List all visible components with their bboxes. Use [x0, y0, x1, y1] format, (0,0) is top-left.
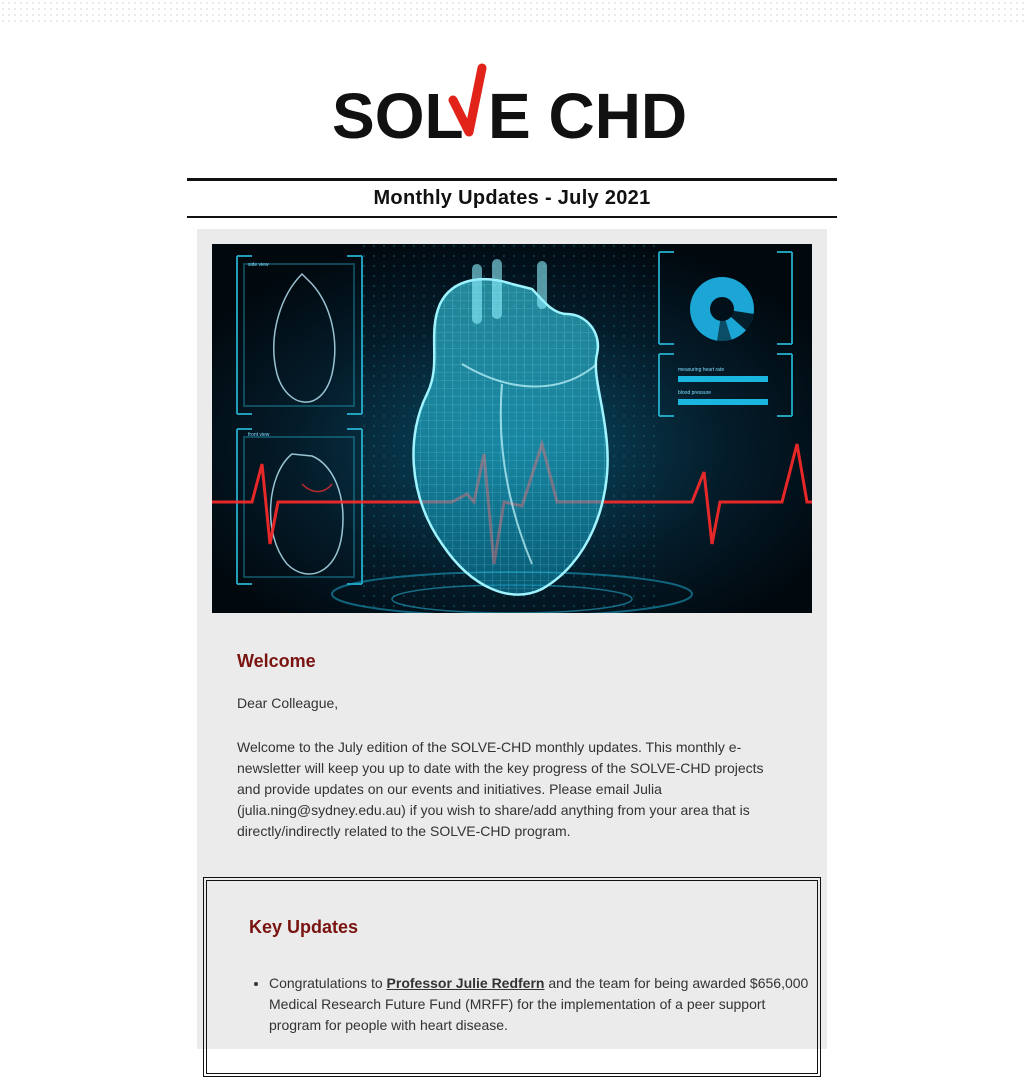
logo-text-right: E CHD — [488, 80, 688, 150]
top-pattern-strip — [0, 0, 1024, 22]
list-item — [269, 973, 817, 1036]
newsletter-header — [187, 178, 837, 218]
newsletter-title: Monthly Updates - July 2021 — [373, 187, 651, 209]
heart-illustration — [212, 244, 812, 613]
newsletter-content-panel — [197, 229, 827, 1049]
hud-label-side-view: side view — [248, 262, 269, 268]
hud-label-heart-rate: measuring heart rate — [678, 367, 725, 373]
solve-chd-logo-graphic — [332, 60, 692, 150]
welcome-body-text: Welcome to the July edition of the SOLVE-CHD monthly updates. This monthly e-newsletter will keep you up to date with the key progress of the SOLVE-CHD projects and provide updates on our events and initiatives. Please email Julia (julia.ning@sydney.edu.au) if you wish to share/add anything from your area that is directly/indirectly related to the SOLVE-CHD program. — [237, 739, 764, 839]
logo-text-left: SOL — [332, 80, 464, 150]
hud-label-blood-pressure: blood pressure — [678, 390, 712, 396]
welcome-heading: Welcome — [237, 651, 316, 671]
professor-julie-redfern-link[interactable]: Professor Julie Redfern — [386, 975, 545, 991]
key-update-prefix: Congratulations to — [269, 975, 387, 991]
hero-heart-image — [212, 244, 812, 613]
key-updates-heading: Key Updates — [249, 917, 359, 937]
key-updates-box-inner — [206, 880, 818, 1074]
key-updates-box — [203, 877, 821, 1077]
key-update-suffix: and the team for being awarded $656,000 Medical Research Future Fund (MRFF) for the implementation of a peer support program for people with heart disease. — [269, 975, 809, 1033]
solve-chd-logo — [0, 60, 1024, 150]
greeting-text: Dear Colleague, — [237, 695, 339, 711]
key-updates-list — [249, 973, 817, 1036]
hud-label-front-view: front view — [248, 432, 270, 438]
